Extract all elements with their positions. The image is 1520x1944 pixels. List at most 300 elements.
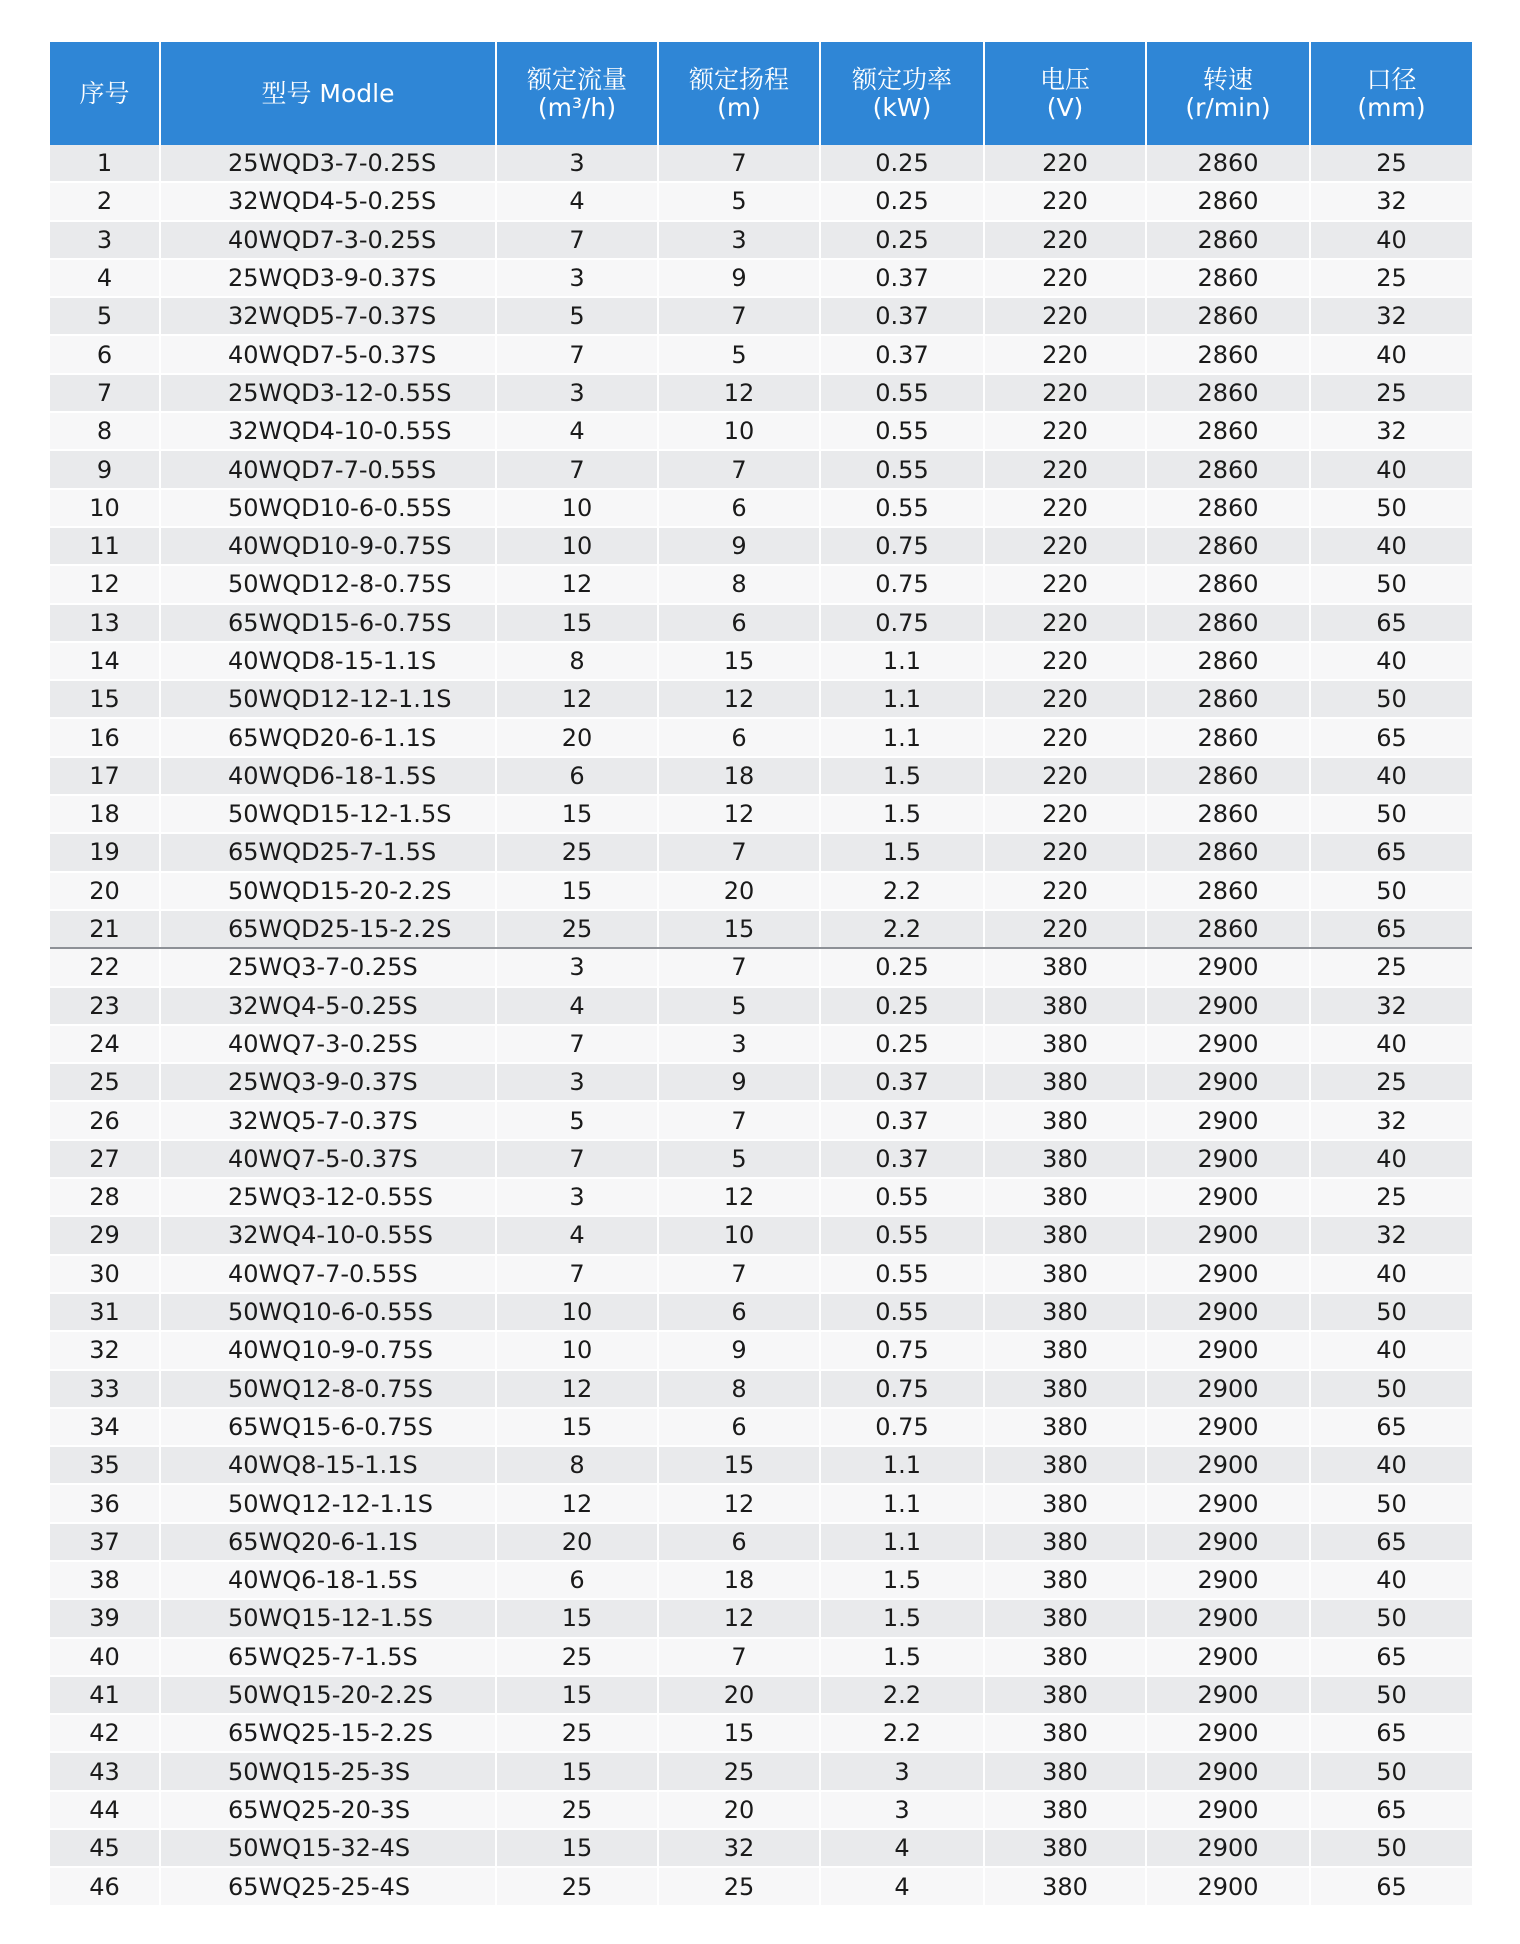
cell-speed: 2860 (1146, 145, 1310, 182)
cell-index: 12 (50, 565, 160, 603)
table-row (50, 948, 1472, 986)
cell-flow: 15 (496, 604, 658, 642)
cell-flow: 15 (496, 1408, 658, 1446)
table-row (50, 182, 1472, 220)
table-row (50, 412, 1472, 450)
cell-flow: 4 (496, 182, 658, 220)
table-row (50, 1714, 1472, 1752)
cell-head: 7 (658, 1255, 820, 1293)
cell-bore: 40 (1310, 1331, 1472, 1369)
cell-head: 10 (658, 412, 820, 450)
cell-head: 12 (658, 795, 820, 833)
header-power: 额定功率 (kW) (820, 42, 984, 145)
cell-power: 1.1 (820, 642, 984, 680)
header-speed: 转速 (r/min) (1146, 42, 1310, 145)
cell-voltage: 220 (984, 872, 1146, 910)
cell-speed: 2860 (1146, 489, 1310, 527)
cell-model: 32WQD4-10-0.55S (160, 412, 496, 450)
cell-flow: 8 (496, 1446, 658, 1484)
cell-index: 7 (50, 374, 160, 412)
cell-voltage: 380 (984, 1829, 1146, 1867)
cell-model: 25WQD3-12-0.55S (160, 374, 496, 412)
cell-power: 0.25 (820, 145, 984, 182)
table-row (50, 1484, 1472, 1522)
cell-index: 14 (50, 642, 160, 680)
cell-index: 45 (50, 1829, 160, 1867)
table-row (50, 374, 1472, 412)
cell-model: 65WQ20-6-1.1S (160, 1523, 496, 1561)
cell-head: 6 (658, 1523, 820, 1561)
cell-speed: 2860 (1146, 718, 1310, 756)
cell-flow: 7 (496, 335, 658, 373)
table-row (50, 642, 1472, 680)
table-row (50, 1331, 1472, 1369)
cell-power: 0.75 (820, 527, 984, 565)
table-row (50, 1599, 1472, 1637)
cell-power: 0.37 (820, 1063, 984, 1101)
cell-power: 0.55 (820, 1293, 984, 1331)
cell-flow: 8 (496, 642, 658, 680)
cell-model: 65WQ25-7-1.5S (160, 1638, 496, 1676)
cell-voltage: 380 (984, 1101, 1146, 1139)
cell-speed: 2900 (1146, 1408, 1310, 1446)
cell-flow: 7 (496, 1140, 658, 1178)
cell-index: 28 (50, 1178, 160, 1216)
cell-voltage: 220 (984, 182, 1146, 220)
cell-flow: 6 (496, 757, 658, 795)
cell-model: 65WQ15-6-0.75S (160, 1408, 496, 1446)
cell-head: 20 (658, 1676, 820, 1714)
cell-flow: 7 (496, 221, 658, 259)
cell-speed: 2900 (1146, 1101, 1310, 1139)
cell-speed: 2860 (1146, 910, 1310, 948)
cell-head: 9 (658, 1331, 820, 1369)
cell-model: 40WQD7-7-0.55S (160, 450, 496, 488)
cell-head: 6 (658, 1408, 820, 1446)
cell-power: 2.2 (820, 910, 984, 948)
cell-index: 41 (50, 1676, 160, 1714)
cell-model: 50WQ15-25-3S (160, 1752, 496, 1790)
cell-index: 34 (50, 1408, 160, 1446)
cell-flow: 10 (496, 527, 658, 565)
cell-bore: 50 (1310, 1370, 1472, 1408)
cell-bore: 25 (1310, 1063, 1472, 1101)
cell-voltage: 220 (984, 680, 1146, 718)
cell-power: 0.37 (820, 259, 984, 297)
cell-voltage: 220 (984, 642, 1146, 680)
cell-index: 43 (50, 1752, 160, 1790)
cell-power: 0.55 (820, 1216, 984, 1254)
cell-head: 12 (658, 680, 820, 718)
cell-bore: 50 (1310, 1599, 1472, 1637)
cell-power: 1.1 (820, 1484, 984, 1522)
cell-head: 7 (658, 450, 820, 488)
cell-bore: 65 (1310, 1523, 1472, 1561)
cell-bore: 50 (1310, 1676, 1472, 1714)
header-head: 额定扬程 (m) (658, 42, 820, 145)
table-row (50, 604, 1472, 642)
cell-voltage: 220 (984, 718, 1146, 756)
cell-speed: 2900 (1146, 1561, 1310, 1599)
table-row (50, 718, 1472, 756)
cell-head: 12 (658, 1178, 820, 1216)
cell-index: 31 (50, 1293, 160, 1331)
cell-flow: 12 (496, 680, 658, 718)
cell-speed: 2860 (1146, 680, 1310, 718)
spec-table-wrapper (50, 42, 1472, 1907)
cell-voltage: 380 (984, 987, 1146, 1025)
cell-head: 9 (658, 259, 820, 297)
table-row (50, 335, 1472, 373)
table-row (50, 1867, 1472, 1905)
cell-speed: 2900 (1146, 1063, 1310, 1101)
cell-speed: 2860 (1146, 757, 1310, 795)
cell-bore: 65 (1310, 604, 1472, 642)
cell-flow: 6 (496, 1561, 658, 1599)
cell-bore: 50 (1310, 795, 1472, 833)
cell-speed: 2860 (1146, 221, 1310, 259)
cell-index: 42 (50, 1714, 160, 1752)
cell-model: 65WQD15-6-0.75S (160, 604, 496, 642)
table-row (50, 1140, 1472, 1178)
cell-head: 5 (658, 987, 820, 1025)
table-row (50, 450, 1472, 488)
cell-index: 15 (50, 680, 160, 718)
cell-bore: 40 (1310, 527, 1472, 565)
cell-flow: 15 (496, 1829, 658, 1867)
cell-flow: 4 (496, 987, 658, 1025)
cell-power: 4 (820, 1867, 984, 1905)
cell-index: 23 (50, 987, 160, 1025)
header-row (50, 42, 1472, 145)
cell-head: 8 (658, 565, 820, 603)
cell-head: 8 (658, 1370, 820, 1408)
cell-flow: 4 (496, 412, 658, 450)
table-row (50, 1446, 1472, 1484)
cell-voltage: 380 (984, 1523, 1146, 1561)
table-row (50, 1025, 1472, 1063)
cell-flow: 12 (496, 1484, 658, 1522)
cell-index: 38 (50, 1561, 160, 1599)
cell-speed: 2860 (1146, 527, 1310, 565)
cell-bore: 65 (1310, 1408, 1472, 1446)
cell-head: 12 (658, 1599, 820, 1637)
cell-model: 40WQ10-9-0.75S (160, 1331, 496, 1369)
cell-speed: 2900 (1146, 1293, 1310, 1331)
cell-model: 40WQD6-18-1.5S (160, 757, 496, 795)
cell-flow: 3 (496, 1178, 658, 1216)
cell-bore: 65 (1310, 833, 1472, 871)
cell-speed: 2900 (1146, 1025, 1310, 1063)
cell-index: 9 (50, 450, 160, 488)
cell-power: 2.2 (820, 1714, 984, 1752)
cell-index: 24 (50, 1025, 160, 1063)
cell-speed: 2860 (1146, 335, 1310, 373)
table-row (50, 1523, 1472, 1561)
cell-index: 32 (50, 1331, 160, 1369)
cell-head: 18 (658, 757, 820, 795)
cell-speed: 2860 (1146, 259, 1310, 297)
cell-flow: 7 (496, 1255, 658, 1293)
cell-index: 35 (50, 1446, 160, 1484)
cell-head: 9 (658, 527, 820, 565)
header-voltage: 电压 (V) (984, 42, 1146, 145)
cell-speed: 2900 (1146, 948, 1310, 986)
cell-bore: 32 (1310, 412, 1472, 450)
cell-bore: 50 (1310, 1293, 1472, 1331)
cell-index: 27 (50, 1140, 160, 1178)
cell-head: 12 (658, 1484, 820, 1522)
cell-power: 1.5 (820, 795, 984, 833)
cell-power: 2.2 (820, 872, 984, 910)
cell-index: 6 (50, 335, 160, 373)
cell-power: 0.37 (820, 1140, 984, 1178)
table-row (50, 297, 1472, 335)
cell-index: 29 (50, 1216, 160, 1254)
header-model: 型号 Modle (160, 42, 496, 145)
cell-bore: 32 (1310, 1216, 1472, 1254)
cell-power: 0.55 (820, 374, 984, 412)
cell-voltage: 220 (984, 833, 1146, 871)
table-row (50, 1293, 1472, 1331)
cell-head: 5 (658, 335, 820, 373)
cell-index: 44 (50, 1791, 160, 1829)
cell-voltage: 220 (984, 910, 1146, 948)
cell-voltage: 220 (984, 450, 1146, 488)
cell-power: 1.1 (820, 718, 984, 756)
cell-head: 7 (658, 297, 820, 335)
table-row (50, 1063, 1472, 1101)
cell-voltage: 380 (984, 1791, 1146, 1829)
table-row (50, 259, 1472, 297)
cell-head: 5 (658, 1140, 820, 1178)
cell-power: 0.55 (820, 412, 984, 450)
cell-bore: 25 (1310, 948, 1472, 986)
cell-bore: 40 (1310, 1561, 1472, 1599)
cell-speed: 2860 (1146, 833, 1310, 871)
cell-power: 0.75 (820, 565, 984, 603)
table-row (50, 1829, 1472, 1867)
cell-voltage: 380 (984, 1370, 1146, 1408)
cell-bore: 40 (1310, 221, 1472, 259)
cell-flow: 3 (496, 259, 658, 297)
cell-flow: 3 (496, 948, 658, 986)
cell-speed: 2860 (1146, 872, 1310, 910)
table-row (50, 1638, 1472, 1676)
cell-index: 2 (50, 182, 160, 220)
cell-power: 0.25 (820, 1025, 984, 1063)
cell-flow: 20 (496, 1523, 658, 1561)
cell-model: 40WQD10-9-0.75S (160, 527, 496, 565)
cell-voltage: 380 (984, 1867, 1146, 1905)
table-row (50, 1408, 1472, 1446)
table-body (50, 145, 1472, 1906)
cell-voltage: 220 (984, 604, 1146, 642)
cell-head: 6 (658, 604, 820, 642)
cell-model: 65WQ25-15-2.2S (160, 1714, 496, 1752)
cell-model: 32WQ4-5-0.25S (160, 987, 496, 1025)
cell-flow: 12 (496, 565, 658, 603)
cell-flow: 25 (496, 1638, 658, 1676)
cell-power: 1.1 (820, 1446, 984, 1484)
table-row (50, 910, 1472, 948)
cell-model: 40WQD7-5-0.37S (160, 335, 496, 373)
cell-flow: 15 (496, 872, 658, 910)
cell-flow: 10 (496, 489, 658, 527)
cell-index: 46 (50, 1867, 160, 1905)
cell-power: 0.37 (820, 335, 984, 373)
cell-voltage: 380 (984, 1140, 1146, 1178)
cell-speed: 2860 (1146, 374, 1310, 412)
cell-bore: 40 (1310, 642, 1472, 680)
cell-voltage: 220 (984, 145, 1146, 182)
cell-index: 21 (50, 910, 160, 948)
cell-head: 15 (658, 642, 820, 680)
cell-bore: 25 (1310, 374, 1472, 412)
cell-flow: 5 (496, 1101, 658, 1139)
cell-index: 30 (50, 1255, 160, 1293)
cell-bore: 65 (1310, 1791, 1472, 1829)
cell-bore: 40 (1310, 757, 1472, 795)
cell-flow: 3 (496, 145, 658, 182)
cell-head: 25 (658, 1752, 820, 1790)
cell-head: 20 (658, 1791, 820, 1829)
table-row (50, 1676, 1472, 1714)
cell-speed: 2860 (1146, 642, 1310, 680)
cell-voltage: 220 (984, 565, 1146, 603)
cell-index: 4 (50, 259, 160, 297)
cell-head: 7 (658, 1101, 820, 1139)
cell-head: 25 (658, 1867, 820, 1905)
cell-model: 40WQ8-15-1.1S (160, 1446, 496, 1484)
cell-power: 1.5 (820, 1561, 984, 1599)
cell-voltage: 380 (984, 1216, 1146, 1254)
cell-index: 39 (50, 1599, 160, 1637)
cell-speed: 2900 (1146, 1370, 1310, 1408)
table-row (50, 1561, 1472, 1599)
cell-index: 37 (50, 1523, 160, 1561)
cell-power: 0.25 (820, 987, 984, 1025)
cell-index: 20 (50, 872, 160, 910)
cell-head: 10 (658, 1216, 820, 1254)
cell-index: 36 (50, 1484, 160, 1522)
cell-bore: 40 (1310, 1446, 1472, 1484)
cell-voltage: 380 (984, 1178, 1146, 1216)
cell-speed: 2900 (1146, 1791, 1310, 1829)
cell-model: 65WQ25-25-4S (160, 1867, 496, 1905)
cell-bore: 25 (1310, 145, 1472, 182)
cell-index: 11 (50, 527, 160, 565)
cell-index: 3 (50, 221, 160, 259)
cell-power: 4 (820, 1829, 984, 1867)
table-row (50, 565, 1472, 603)
cell-power: 1.5 (820, 757, 984, 795)
cell-head: 15 (658, 1714, 820, 1752)
cell-bore: 40 (1310, 335, 1472, 373)
cell-head: 32 (658, 1829, 820, 1867)
cell-voltage: 380 (984, 1446, 1146, 1484)
cell-flow: 7 (496, 1025, 658, 1063)
cell-speed: 2860 (1146, 604, 1310, 642)
cell-model: 40WQD7-3-0.25S (160, 221, 496, 259)
cell-voltage: 220 (984, 412, 1146, 450)
cell-flow: 5 (496, 297, 658, 335)
cell-speed: 2860 (1146, 412, 1310, 450)
cell-head: 3 (658, 1025, 820, 1063)
cell-speed: 2900 (1146, 1331, 1310, 1369)
cell-bore: 50 (1310, 489, 1472, 527)
cell-power: 1.5 (820, 1638, 984, 1676)
cell-model: 25WQ3-9-0.37S (160, 1063, 496, 1101)
cell-power: 0.55 (820, 1255, 984, 1293)
cell-bore: 32 (1310, 987, 1472, 1025)
cell-flow: 10 (496, 1293, 658, 1331)
cell-speed: 2900 (1146, 1599, 1310, 1637)
cell-model: 65WQD25-15-2.2S (160, 910, 496, 948)
cell-bore: 50 (1310, 1752, 1472, 1790)
header-bore: 口径 (mm) (1310, 42, 1472, 145)
cell-bore: 65 (1310, 718, 1472, 756)
cell-voltage: 380 (984, 1063, 1146, 1101)
cell-speed: 2860 (1146, 565, 1310, 603)
cell-bore: 32 (1310, 297, 1472, 335)
cell-flow: 20 (496, 718, 658, 756)
cell-bore: 32 (1310, 1101, 1472, 1139)
cell-power: 2.2 (820, 1676, 984, 1714)
cell-model: 50WQD10-6-0.55S (160, 489, 496, 527)
cell-bore: 50 (1310, 565, 1472, 603)
cell-head: 18 (658, 1561, 820, 1599)
cell-bore: 25 (1310, 1178, 1472, 1216)
cell-model: 50WQD12-8-0.75S (160, 565, 496, 603)
cell-speed: 2860 (1146, 795, 1310, 833)
cell-model: 32WQ4-10-0.55S (160, 1216, 496, 1254)
cell-bore: 50 (1310, 1484, 1472, 1522)
cell-power: 0.75 (820, 604, 984, 642)
cell-power: 1.5 (820, 833, 984, 871)
cell-power: 0.37 (820, 1101, 984, 1139)
cell-speed: 2900 (1146, 1140, 1310, 1178)
cell-index: 25 (50, 1063, 160, 1101)
cell-voltage: 380 (984, 1561, 1146, 1599)
cell-power: 0.25 (820, 221, 984, 259)
cell-power: 3 (820, 1791, 984, 1829)
cell-bore: 50 (1310, 680, 1472, 718)
cell-power: 0.55 (820, 450, 984, 488)
cell-index: 40 (50, 1638, 160, 1676)
cell-model: 32WQD4-5-0.25S (160, 182, 496, 220)
cell-head: 12 (658, 374, 820, 412)
cell-model: 40WQ7-5-0.37S (160, 1140, 496, 1178)
table-row (50, 1178, 1472, 1216)
cell-model: 65WQD20-6-1.1S (160, 718, 496, 756)
cell-voltage: 380 (984, 948, 1146, 986)
cell-model: 65WQ25-20-3S (160, 1791, 496, 1829)
cell-model: 50WQ15-12-1.5S (160, 1599, 496, 1637)
cell-voltage: 220 (984, 527, 1146, 565)
table-row (50, 1216, 1472, 1254)
cell-flow: 25 (496, 1867, 658, 1905)
cell-bore: 40 (1310, 450, 1472, 488)
cell-speed: 2900 (1146, 1523, 1310, 1561)
cell-index: 22 (50, 948, 160, 986)
table-row (50, 1255, 1472, 1293)
cell-voltage: 380 (984, 1408, 1146, 1446)
cell-speed: 2900 (1146, 1178, 1310, 1216)
cell-flow: 3 (496, 1063, 658, 1101)
cell-index: 13 (50, 604, 160, 642)
cell-head: 6 (658, 489, 820, 527)
